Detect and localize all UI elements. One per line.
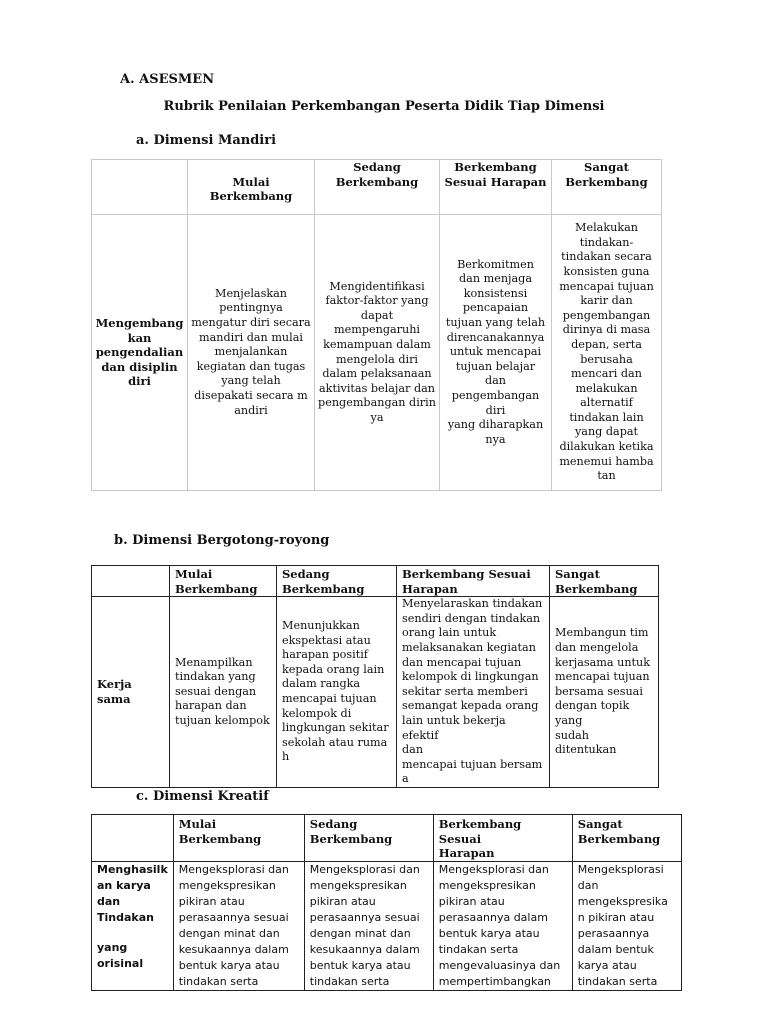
cell-berkembang-sesuai-harapan: Menyelaraskan tindakan sendiri dengan tindakan orang lain untuk melaksanakan kegiatan dan mencapai tujuan kelompok di lingkungan sekitar serta memberi semangat kepada orang lain untuk bekerja efektif dan mencapai tujuan bersam a — [397, 597, 550, 788]
cell-sedang-berkembang: Mengeksplorasi dan mengekspresikan pikiran atau perasaannya sesuai dengan minat dan kesukaannya dalam bentuk karya atau tindakan serta — [304, 861, 433, 990]
row-label-pengendalian-diri: Mengembang kan pengendalian dan disiplin diri — [92, 215, 188, 491]
rubric-title: Rubrik Penilaian Perkembangan Peserta Didik Tiap Dimensi — [163, 99, 605, 114]
header-empty-cell — [92, 566, 170, 597]
table-dimensi-bergotong-royong — [91, 565, 659, 788]
header-berkembang-sesuai-harapan: Berkembang Sesuai Harapan — [440, 160, 552, 215]
header-sangat-berkembang: Sangat Berkembang — [550, 566, 659, 597]
table-header-row — [92, 566, 659, 597]
cell-mulai-berkembang: Mengeksplorasi dan mengekspresikan pikiran atau perasaannya sesuai dengan minat dan kesukaannya dalam bentuk karya atau tindakan serta — [173, 861, 304, 990]
header-mulai-berkembang: Mulai Berkembang — [173, 815, 304, 862]
heading-dimensi-kreatif: c. Dimensi Kreatif — [136, 789, 269, 804]
heading-dimensi-bergotong-royong: b. Dimensi Bergotong-royong — [114, 533, 330, 548]
header-berkembang-sesuai-harapan: Berkembang Sesuai Harapan — [397, 566, 550, 597]
header-berkembang-sesuai-harapan: Berkembang Sesuai Harapan — [433, 815, 572, 862]
row-label-bottom: yang orisinal — [97, 940, 144, 970]
cell-sangat-berkembang: Mengeksplorasi dan mengekspresika n pikiran atau perasaannya dalam bentuk karya atau tindakan serta — [572, 861, 681, 990]
row-label-karya-orisinal — [92, 861, 174, 990]
table-row — [92, 215, 662, 491]
cell-sedang-berkembang: Menunjukkan ekspektasi atau harapan positif kepada orang lain dalam rangka mencapai tujuan kelompok di lingkungan sekitar sekolah atau ruma h — [277, 597, 397, 788]
header-sedang-berkembang: Sedang Berkembang — [315, 160, 440, 215]
header-sedang-berkembang: Sedang Berkembang — [277, 566, 397, 597]
table-dimensi-kreatif — [91, 814, 682, 991]
row-label-kerja-sama: Kerja sama — [92, 597, 170, 788]
table-header-row — [92, 815, 682, 862]
table-row — [92, 861, 682, 990]
header-sangat-berkembang: Sangat Berkembang — [552, 160, 662, 215]
row-label-top: Menghasilk an karya dan Tindakan — [97, 862, 168, 924]
cell-sedang-berkembang: Mengidentifikasi faktor-faktor yang dapat mempengaruhi kemampuan dalam mengelola diri dalam pelaksanaan aktivitas belajar dan pengembangan dirin ya — [315, 215, 440, 491]
cell-sangat-berkembang: Membangun tim dan mengelola kerjasama untuk mencapai tujuan bersama sesuai dengan topik yang sudah ditentukan — [550, 597, 659, 788]
heading-dimensi-mandiri: a. Dimensi Mandiri — [136, 133, 277, 148]
header-empty-cell — [92, 815, 174, 862]
header-sangat-berkembang: Sangat Berkembang — [572, 815, 681, 862]
header-mulai-berkembang: Mulai Berkembang — [170, 566, 277, 597]
header-mulai-berkembang: Mulai Berkembang — [188, 160, 315, 215]
section-title: A. ASESMEN — [120, 72, 215, 87]
header-sedang-berkembang: Sedang Berkembang — [304, 815, 433, 862]
table-dimensi-mandiri — [91, 159, 662, 491]
table-row — [92, 597, 659, 788]
cell-mulai-berkembang: Menampilkan tindakan yang sesuai dengan harapan dan tujuan kelompok — [170, 597, 277, 788]
cell-mulai-berkembang: Menjelaskan pentingnya mengatur diri secara mandiri dan mulai menjalankan kegiatan dan tugas yang telah disepakati secara m andiri — [188, 215, 315, 491]
cell-sangat-berkembang: Melakukan tindakan- tindakan secara konsisten guna mencapai tujuan karir dan pengembangan dirinya di masa depan, serta berusaha mencari dan melakukan alternatif tindakan lain yang dapat dilakukan ketika menemui hamba tan — [552, 215, 662, 491]
cell-berkembang-sesuai-harapan: Mengeksplorasi dan mengekspresikan pikiran atau perasaannya dalam bentuk karya atau tindakan serta mengevaluasinya dan mempertimbangkan — [433, 861, 572, 990]
table-header-row — [92, 160, 662, 215]
header-empty-cell — [92, 160, 188, 215]
cell-berkembang-sesuai-harapan: Berkomitmen dan menjaga konsistensi pencapaian tujuan yang telah direncanakannya untuk mencapai tujuan belajar dan pengembangan diri yang diharapkan nya — [440, 215, 552, 491]
